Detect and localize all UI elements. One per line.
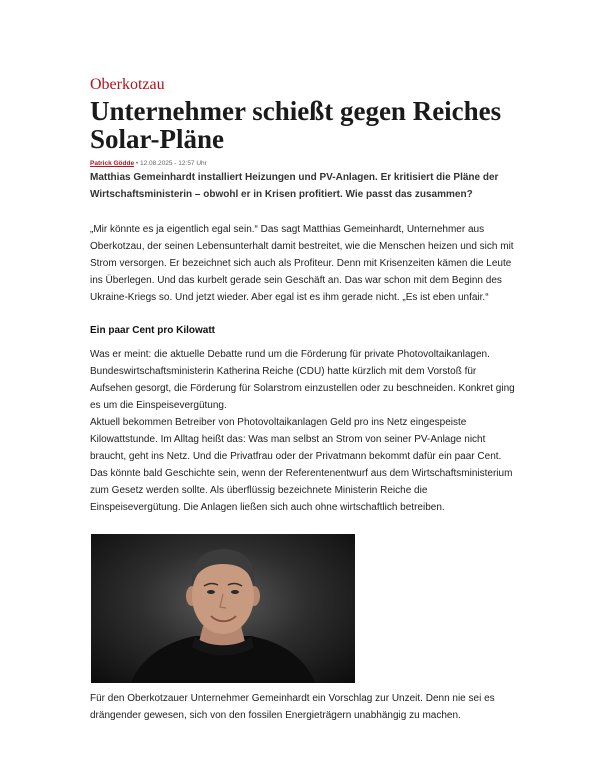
publish-date: • 12.08.2025 - 12:57 Uhr xyxy=(135,160,207,167)
paragraph-2: Was er meint: die aktuelle Debatte rund um die Förderung für private Photovoltaikanlagen. Bundeswirtschaftsministerin Katherina Reiche (CDU) hatte kürzlich mit dem Vorstoß für Aufsehen gesorgt, die Förderung für Solarstrom einzustellen oder zu beschneiden. Konkret ging es um die Einspeisevergütung. xyxy=(90,349,515,411)
paragraph-3: Aktuell bekommen Betreiber von Photovoltaikanlagen Geld pro ins Netz eingespeiste Kilowattstunde. Im Alltag heißt das: Was man selbst an Strom von seiner PV-Anlage nicht braucht, geht ins Netz. Und die Privatfrau oder der Privatmann bekommt dafür ein paar Cent. Das könnte bald Geschichte sein, wenn der Referentenentwurf aus dem Wirtschaftsministerium zum Gesetz werden sollte. Als überflüssig bezeichnete Ministerin Reiche die Einspeisevergütung. Die Anlagen ließen sich auch ohne wirtschaftlich betreiben. xyxy=(90,417,513,513)
article-title: Unternehmer schießt gegen Reiches Solar-Pläne xyxy=(90,96,502,154)
paragraph-1: „Mir könnte es ja eigentlich egal sein.“ Das sagt Matthias Gemeinhardt, Unternehmer aus Oberkotzau, der seinen Lebensunterhalt damit bestreitet, wie die Menschen heizen und sich mit Strom versorgen. Er bezeichnet sich auch als Profiteur. Denn mit Krisenzeiten kämen die Leute ins Überlegen. Und das kurbelt gerade sein Geschäft an. Das war schon mit dem Beginn des Ukraine-Kriegs so. Und jetzt wieder. Aber egal ist es ihm gerade nicht. „Es ist eben unfair.“ xyxy=(90,224,514,303)
kicker-location[interactable]: Oberkotzau xyxy=(90,76,165,93)
author-link[interactable]: Patrick Gödde xyxy=(90,160,135,167)
subheading: Ein paar Cent pro Kilowatt xyxy=(90,325,216,336)
byline xyxy=(90,160,207,167)
portrait-photo xyxy=(91,534,355,683)
article-teaser: Matthias Gemeinhardt installiert Heizungen und PV-Anlagen. Er kritisiert die Pläne der Wirtschaftsministerin – obwohl er in Krisen profitiert. Wie passt das zusammen? xyxy=(90,172,499,200)
paragraph-4: Für den Oberkotzauer Unternehmer Gemeinhardt ein Vorschlag zur Unzeit. Denn nie sei es drängender gewesen, sich von den fossilen Energieträgern unabhängig zu machen. xyxy=(90,693,495,721)
portrait-illustration xyxy=(91,534,355,683)
